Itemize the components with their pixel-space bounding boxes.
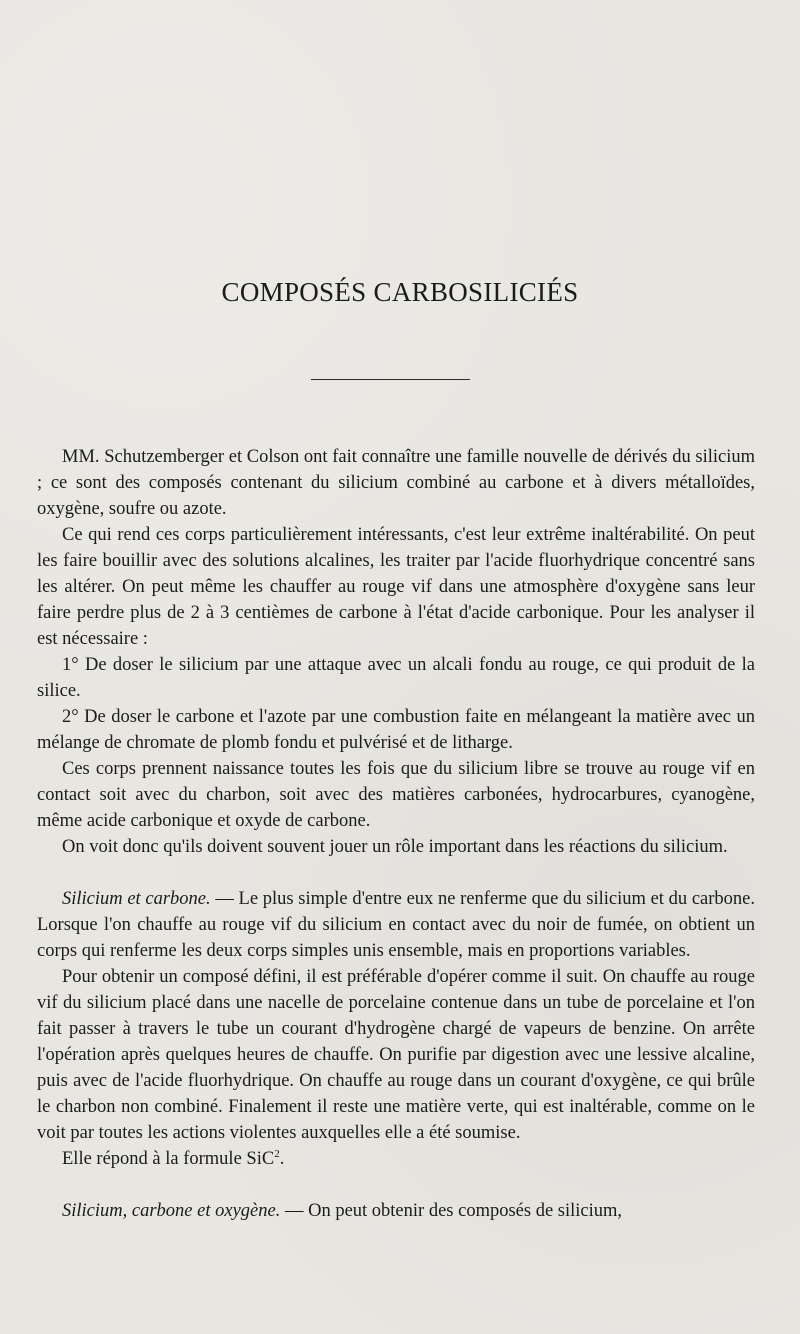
section-heading-silicium-carbone-oxygene: Silicium, carbone et oxygène. <box>62 1201 281 1221</box>
document-body <box>37 444 755 1224</box>
paragraph-1: MM. Schutzemberger et Colson ont fait connaître une famille nouvelle de dérivés du silicium ; ce sont des composés contenant du silicium combiné au carbone et à divers métalloïdes, oxygène, soufre ou azote. <box>37 447 755 519</box>
section-text-silicium-carbone-oxygene: — On peut obtenir des composés de silicium, <box>280 1201 623 1221</box>
formula-paragraph <box>37 1146 755 1172</box>
paragraph-4: 2° De doser le carbone et l'azote par une combustion faite en mélangeant la matière avec un mélange de chromate de plomb fondu et pulvérisé et de litharge. <box>37 707 755 753</box>
formula-prefix: Elle répond à la formule SiC <box>62 1149 275 1169</box>
paragraph-5: Ces corps prennent naissance toutes les fois que du silicium libre se trouve au rouge vif en contact soit avec du charbon, soit avec des matières carbonées, hydrocarbures, cyanogène, même acide carbonique et oxyde de carbone. <box>37 759 755 831</box>
paragraph-6: On voit donc qu'ils doivent souvent jouer un rôle important dans les réactions du silicium. <box>62 837 728 857</box>
paragraph-3: 1° De doser le silicium par une attaque avec un alcali fondu au rouge, ce qui produit de la silice. <box>37 655 755 701</box>
section-heading-silicium-carbone: Silicium et carbone. <box>62 889 211 909</box>
title-divider <box>311 379 470 380</box>
paragraph-section1-2: Pour obtenir un composé défini, il est préférable d'opérer comme il suit. On chauffe au rouge vif du silicium placé dans une nacelle de porcelaine contenue dans un tube de porcelaine et l'on fait passer à travers le tube un courant d'hydrogène chargé de vapeurs de benzine. On arrête l'opération après quelques heures de chauffe. On purifie par digestion avec une lessive alcaline, puis avec de l'acide fluorhydrique. On chauffe au rouge dans un courant d'oxygène, ce qui brûle le charbon non combiné. Finalement il reste une matière verte, qui est inaltérable, comme on le voit par toutes les actions violentes auxquelles elle a été soumise. <box>37 967 755 1143</box>
section-text-silicium-carbone: — Le plus simple d'entre eux ne renferme que du silicium et du carbone. Lorsque l'on chauffe au rouge vif du silicium en contact avec du noir de fumée, on obtient un corps qui renferme les deux corps simples unis ensemble, mais en proportions variables. <box>37 889 755 961</box>
formula-superscript: 2 <box>274 1147 280 1160</box>
section-silicium-carbone <box>37 886 755 964</box>
paragraph-2: Ce qui rend ces corps particulièrement intéressants, c'est leur extrême inaltérabilité. On peut les faire bouillir avec des solutions alcalines, les traiter par l'acide fluorhydrique concentré sans les altérer. On peut même les chauffer au rouge vif dans une atmosphère d'oxygène sans leur faire perdre plus de 2 à 3 centièmes de carbone à l'état d'acide carbonique. Pour les analyser il est nécessaire : <box>37 525 755 649</box>
section-silicium-carbone-oxygene <box>37 1198 755 1224</box>
page-title: COMPOSÉS CARBOSILICIÉS <box>221 277 579 307</box>
formula-suffix: . <box>279 1149 285 1169</box>
